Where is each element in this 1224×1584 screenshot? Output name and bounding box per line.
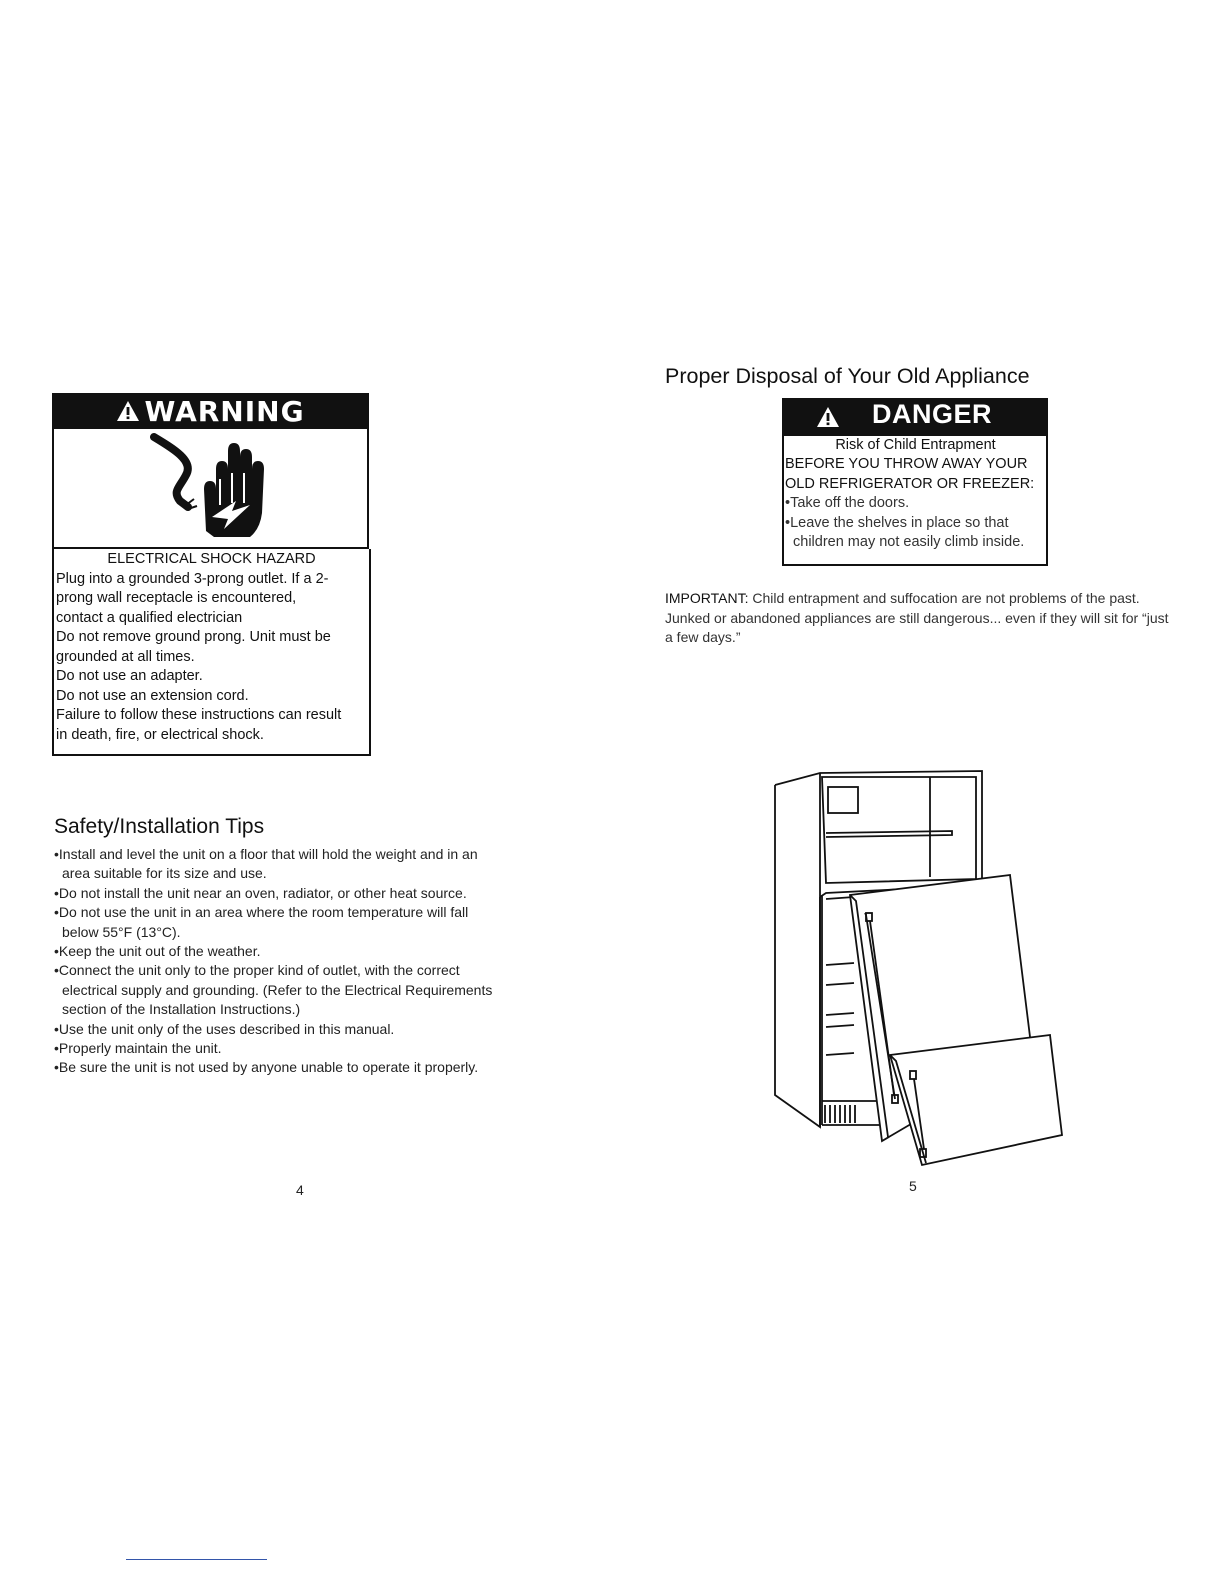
warning-line: Do not remove ground prong. Unit must be [56, 629, 331, 645]
danger-line: BEFORE YOU THROW AWAY YOUR [785, 456, 1028, 473]
important-label: IMPORTANT: [665, 590, 749, 606]
warning-text-panel [52, 549, 371, 756]
warning-picture [52, 429, 369, 549]
danger-line: OLD REFRIGERATOR OR FREEZER: [785, 475, 1035, 492]
tip-line: below 55°F (13°C). [62, 923, 181, 940]
warning-line: contact a qualified electrician [56, 609, 243, 626]
danger-box [782, 398, 1048, 568]
danger-bullet: children may not easily climb inside. [793, 534, 1025, 551]
warning-header [52, 393, 369, 429]
list-item [54, 961, 574, 1019]
tip-line: electrical supply and grounding. (Refer to the Electrical Requirements [62, 981, 493, 998]
tip-line: •Install and level the unit on a floor that will hold the weight and in an [54, 846, 478, 862]
tip-line: •Connect the unit only to the proper kind of outlet, with the correct [54, 962, 460, 979]
list-item [54, 845, 574, 884]
footer-rule [126, 1559, 267, 1560]
tips-heading: Safety/Installation Tips [54, 815, 265, 838]
disposal-heading: Proper Disposal of Your Old Appliance [665, 364, 1030, 388]
danger-subtitle: Risk of Child Entrapment [835, 437, 996, 453]
tip-line: •Keep the unit out of the weather. [54, 943, 261, 960]
list-item [54, 1058, 574, 1077]
warning-line: Failure to follow these instructions can result [56, 707, 342, 723]
list-item [54, 903, 574, 942]
list-item [54, 1020, 574, 1039]
warning-line: in death, fire, or electrical shock. [56, 726, 264, 743]
danger-header-label: DANGER [872, 399, 993, 429]
important-text: Child entrapment and suffocation are not problems of the past. Junked or abandoned appliances are still dangerous... even if they will sit for “just a few days.” [665, 590, 1169, 645]
tip-line: •Use the unit only of the uses described in this manual. [54, 1020, 395, 1037]
electric-shock-hand-icon [54, 429, 367, 547]
list-item [54, 884, 574, 903]
warning-line: Do not use an adapter. [56, 668, 203, 684]
danger-bullet: •Leave the shelves in place so that [785, 514, 1009, 531]
danger-text-panel [782, 436, 1048, 566]
important-paragraph [665, 589, 1175, 648]
warning-line: Plug into a grounded 3-prong outlet. If a 2- [56, 570, 329, 587]
warning-box [52, 393, 369, 756]
warning-triangle-icon [816, 406, 840, 428]
warning-line: grounded at all times. [56, 648, 195, 665]
tip-line: section of the Installation Instructions.) [62, 1001, 301, 1018]
refrigerator-doors-removed-illustration [770, 765, 1070, 1175]
warning-line: prong wall receptacle is encountered, [56, 590, 297, 606]
list-item [54, 1039, 574, 1058]
tip-line: •Do not install the unit near an oven, radiator, or other heat source. [54, 884, 467, 901]
tip-line: area suitable for its size and use. [62, 865, 267, 882]
list-item [54, 942, 574, 961]
warning-header-label: WARNING [144, 394, 305, 428]
page-number-left: 4 [296, 1182, 304, 1198]
danger-bullet: •Take off the doors. [785, 495, 910, 512]
tips-list [54, 845, 574, 1078]
tip-line: •Do not use the unit in an area where the room temperature will fall [54, 904, 469, 921]
tip-line: •Be sure the unit is not used by anyone unable to operate it properly. [54, 1059, 479, 1076]
warning-line: Do not use an extension cord. [56, 687, 249, 704]
tip-line: •Properly maintain the unit. [54, 1040, 222, 1057]
warning-triangle-icon [116, 400, 140, 422]
warning-title: ELECTRICAL SHOCK HAZARD [107, 551, 316, 567]
page-number-right: 5 [909, 1178, 917, 1194]
danger-header [782, 398, 1048, 436]
